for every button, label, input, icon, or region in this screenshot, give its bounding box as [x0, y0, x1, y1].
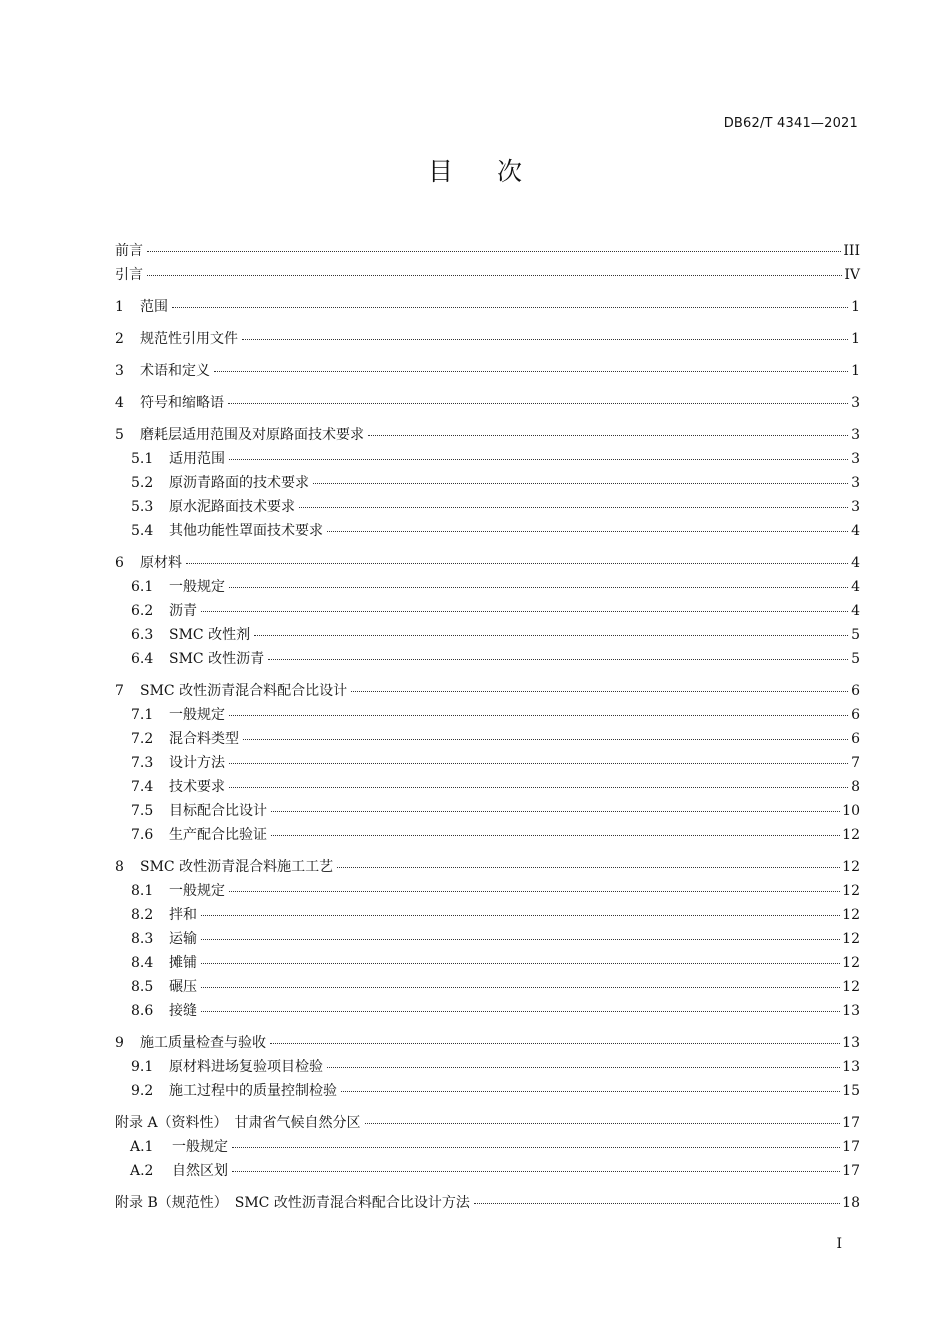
toc-entry-title: 磨耗层适用范围及对原路面技术要求 — [140, 427, 364, 443]
toc-entry[interactable] — [115, 360, 860, 384]
toc-entry-number: 6 — [115, 555, 124, 571]
toc-entry-page: 4 — [851, 555, 860, 571]
toc-entry-number: 4 — [115, 395, 124, 411]
toc-subentry[interactable] — [115, 624, 860, 648]
toc-entry-number: 9.1 — [131, 1059, 154, 1075]
toc-entry-number: 7.5 — [131, 803, 154, 819]
toc-entry-page: 12 — [842, 955, 860, 971]
toc-entry-title: 一般规定 — [169, 579, 225, 595]
toc-entry[interactable] — [115, 1032, 860, 1056]
toc-entry-number: 9 — [115, 1035, 124, 1051]
dot-leader — [229, 891, 840, 892]
toc-entry-number: 5.3 — [131, 499, 154, 515]
toc-entry-page: 10 — [842, 803, 860, 819]
toc-subentry[interactable] — [115, 1000, 860, 1024]
toc-entry-title: SMC 改性剂 — [169, 627, 251, 643]
dot-leader — [229, 787, 848, 788]
toc-entry-page: 5 — [851, 651, 860, 667]
toc-subentry[interactable] — [115, 1160, 860, 1184]
toc-entry-number: 7.6 — [131, 827, 154, 843]
document-code: DB62/T 4341—2021 — [723, 116, 858, 131]
toc-entry-title: SMC 改性沥青混合料配合比设计 — [140, 683, 348, 699]
toc-entry-page: 1 — [851, 363, 860, 379]
toc-entry-page: 7 — [851, 755, 860, 771]
dot-leader — [214, 371, 848, 372]
toc-entry-number: 8.2 — [131, 907, 154, 923]
toc-entry-page: 18 — [842, 1195, 860, 1211]
toc-subentry[interactable] — [115, 776, 860, 800]
toc-entry-page: 3 — [851, 499, 860, 515]
toc-subentry[interactable] — [115, 704, 860, 728]
toc-entry-number: 7.2 — [131, 731, 154, 747]
dot-leader — [229, 587, 848, 588]
toc-entry-number: 7.4 — [131, 779, 154, 795]
toc-entry-page: 3 — [851, 395, 860, 411]
toc-entry-page: 3 — [851, 475, 860, 491]
dot-leader — [299, 507, 848, 508]
toc-subentry[interactable] — [115, 800, 860, 824]
dot-leader — [268, 659, 848, 660]
toc-entry-title: 技术要求 — [169, 779, 225, 795]
dot-leader — [186, 563, 848, 564]
toc-entry-number: 8 — [115, 859, 124, 875]
dot-leader — [270, 1043, 840, 1044]
toc-entry-number: 5.2 — [131, 475, 154, 491]
toc-entry-page: 13 — [842, 1059, 860, 1075]
toc-entry-title: 符号和缩略语 — [140, 395, 224, 411]
toc-entry-title: 适用范围 — [169, 451, 225, 467]
toc-entry-number: 9.2 — [131, 1083, 154, 1099]
toc-entry-number: 7.3 — [131, 755, 154, 771]
toc-entry-page: 12 — [842, 827, 860, 843]
page-title: 目 次 — [428, 157, 522, 186]
toc-entry-title: 一般规定 — [169, 883, 225, 899]
toc-subentry[interactable] — [115, 728, 860, 752]
toc-entry-page: 6 — [851, 731, 860, 747]
dot-leader — [201, 915, 840, 916]
toc-entry-title: 一般规定 — [169, 707, 225, 723]
dot-leader — [232, 1147, 840, 1148]
toc-entry-title: SMC 改性沥青混合料施工工艺 — [140, 859, 334, 875]
toc-entry-title: 目标配合比设计 — [169, 803, 267, 819]
page-number: I — [836, 1236, 842, 1252]
dot-leader — [313, 483, 848, 484]
dot-leader — [242, 339, 848, 340]
toc-entry-page: 17 — [842, 1115, 860, 1131]
toc-entry-title: 混合料类型 — [169, 731, 239, 747]
toc-entry[interactable] — [115, 296, 860, 320]
toc-entry-page: 1 — [851, 331, 860, 347]
toc-entry-page: 1 — [851, 299, 860, 315]
toc-entry[interactable] — [115, 680, 860, 704]
toc-entry-number: 8.6 — [131, 1003, 154, 1019]
toc-subentry[interactable] — [115, 824, 860, 848]
dot-leader — [201, 611, 848, 612]
toc-entry-number: 6.4 — [131, 651, 154, 667]
toc-entry-title: 原沥青路面的技术要求 — [169, 475, 309, 491]
dot-leader — [201, 939, 840, 940]
toc-entry-page: 12 — [842, 979, 860, 995]
dot-leader — [228, 403, 848, 404]
toc-entry-number: 3 — [115, 363, 124, 379]
toc-entry[interactable] — [115, 240, 860, 264]
toc-entry-number: A.2 — [130, 1163, 154, 1179]
toc-entry-page: 3 — [851, 427, 860, 443]
toc-entry-page: 4 — [851, 603, 860, 619]
toc-entry-page: 13 — [842, 1003, 860, 1019]
toc-entry-page: 17 — [842, 1163, 860, 1179]
toc-entry-title: 摊铺 — [169, 955, 197, 971]
toc-subentry[interactable] — [115, 648, 860, 672]
toc-entry-page: 12 — [842, 859, 860, 875]
dot-leader — [243, 739, 848, 740]
toc-entry-number: 6.2 — [131, 603, 154, 619]
dot-leader — [229, 763, 848, 764]
toc-entry-page: 3 — [851, 451, 860, 467]
toc-entry[interactable] — [115, 392, 860, 416]
toc-entry-number: 5.4 — [131, 523, 154, 539]
toc-entry-title: 附录 B（规范性） SMC 改性沥青混合料配合比设计方法 — [115, 1195, 470, 1211]
toc-subentry[interactable] — [115, 904, 860, 928]
dot-leader — [351, 691, 848, 692]
toc-entry-page: 4 — [851, 523, 860, 539]
toc-entry-page: 12 — [842, 883, 860, 899]
dot-leader — [327, 531, 848, 532]
toc-entry-number: 8.4 — [131, 955, 154, 971]
toc-subentry[interactable] — [115, 472, 860, 496]
toc-entry-number: 5 — [115, 427, 124, 443]
dot-leader — [201, 963, 840, 964]
toc-subentry[interactable] — [115, 928, 860, 952]
toc-entry-title: 附录 A（资料性） 甘肃省气候自然分区 — [115, 1115, 361, 1131]
toc-entry[interactable] — [115, 856, 860, 880]
toc-entry-title: 范围 — [140, 299, 168, 315]
toc-entry-page: IV — [844, 267, 860, 283]
toc-subentry[interactable] — [115, 448, 860, 472]
toc-subentry[interactable] — [115, 1080, 860, 1104]
toc-subentry[interactable] — [115, 880, 860, 904]
toc-subentry[interactable] — [115, 600, 860, 624]
toc-entry-title: 拌和 — [169, 907, 197, 923]
toc-subentry[interactable] — [115, 952, 860, 976]
toc-entry-title: 生产配合比验证 — [169, 827, 267, 843]
toc-entry-title: 一般规定 — [172, 1139, 228, 1155]
toc-entry-page: 17 — [842, 1139, 860, 1155]
toc-entry-title: 术语和定义 — [140, 363, 210, 379]
toc-entry[interactable] — [115, 1112, 860, 1136]
toc-subentry[interactable] — [115, 576, 860, 600]
toc-subentry[interactable] — [115, 1136, 860, 1160]
toc-entry-title: 其他功能性罩面技术要求 — [169, 523, 323, 539]
toc-subentry[interactable] — [115, 520, 860, 544]
toc-entry[interactable] — [115, 424, 860, 448]
toc-entry-page: 4 — [851, 579, 860, 595]
toc-entry-title: 前言 — [115, 243, 143, 259]
dot-leader — [232, 1171, 840, 1172]
toc-subentry[interactable] — [115, 496, 860, 520]
toc-entry-title: 设计方法 — [169, 755, 225, 771]
dot-leader — [365, 1123, 841, 1124]
toc-entry-number: 5.1 — [131, 451, 154, 467]
toc-entry-title: 施工过程中的质量控制检验 — [169, 1083, 337, 1099]
toc-entry-title: 原材料 — [140, 555, 182, 571]
toc-entry-number: 8.1 — [131, 883, 154, 899]
toc-entry-page: 13 — [842, 1035, 860, 1051]
toc-entry-title: 原材料进场复验项目检验 — [169, 1059, 323, 1075]
dot-leader — [271, 835, 840, 836]
toc-entry[interactable] — [115, 264, 860, 288]
toc-entry-page: 12 — [842, 907, 860, 923]
dot-leader — [368, 435, 848, 436]
toc-entry-page: 15 — [842, 1083, 860, 1099]
toc-entry-title: 运输 — [169, 931, 197, 947]
toc-entry-number: 7 — [115, 683, 124, 699]
toc-entry[interactable] — [115, 328, 860, 352]
toc-entry-title: 施工质量检查与验收 — [140, 1035, 266, 1051]
toc-entry-page: III — [843, 243, 860, 259]
toc-entry-number: 6.3 — [131, 627, 154, 643]
toc-entry-page: 6 — [851, 683, 860, 699]
dot-leader — [201, 1011, 840, 1012]
table-of-contents — [115, 240, 860, 1216]
toc-entry-number: 2 — [115, 331, 124, 347]
dot-leader — [254, 635, 848, 636]
dot-leader — [201, 987, 840, 988]
toc-subentry[interactable] — [115, 752, 860, 776]
toc-entry-number: 6.1 — [131, 579, 154, 595]
dot-leader — [337, 867, 840, 868]
toc-entry-page: 8 — [851, 779, 860, 795]
dot-leader — [229, 459, 848, 460]
dot-leader — [147, 251, 841, 252]
toc-entry-number: 8.3 — [131, 931, 154, 947]
toc-entry[interactable] — [115, 552, 860, 576]
toc-entry-number: 8.5 — [131, 979, 154, 995]
toc-subentry[interactable] — [115, 1056, 860, 1080]
toc-entry-title: 原水泥路面技术要求 — [169, 499, 295, 515]
toc-entry[interactable] — [115, 1192, 860, 1216]
toc-entry-page: 12 — [842, 931, 860, 947]
dot-leader — [271, 811, 840, 812]
toc-subentry[interactable] — [115, 976, 860, 1000]
toc-entry-title: 碾压 — [169, 979, 197, 995]
toc-entry-page: 5 — [851, 627, 860, 643]
toc-entry-number: A.1 — [130, 1139, 154, 1155]
toc-entry-title: 规范性引用文件 — [140, 331, 238, 347]
toc-entry-title: 引言 — [115, 267, 143, 283]
toc-entry-number: 7.1 — [131, 707, 154, 723]
dot-leader — [341, 1091, 840, 1092]
dot-leader — [172, 307, 848, 308]
toc-entry-page: 6 — [851, 707, 860, 723]
dot-leader — [327, 1067, 840, 1068]
toc-entry-title: SMC 改性沥青 — [169, 651, 265, 667]
dot-leader — [147, 275, 842, 276]
toc-entry-title: 接缝 — [169, 1003, 197, 1019]
toc-entry-number: 1 — [115, 299, 124, 315]
dot-leader — [229, 715, 848, 716]
toc-entry-title: 沥青 — [169, 603, 197, 619]
dot-leader — [474, 1203, 840, 1204]
toc-entry-title: 自然区划 — [172, 1163, 228, 1179]
